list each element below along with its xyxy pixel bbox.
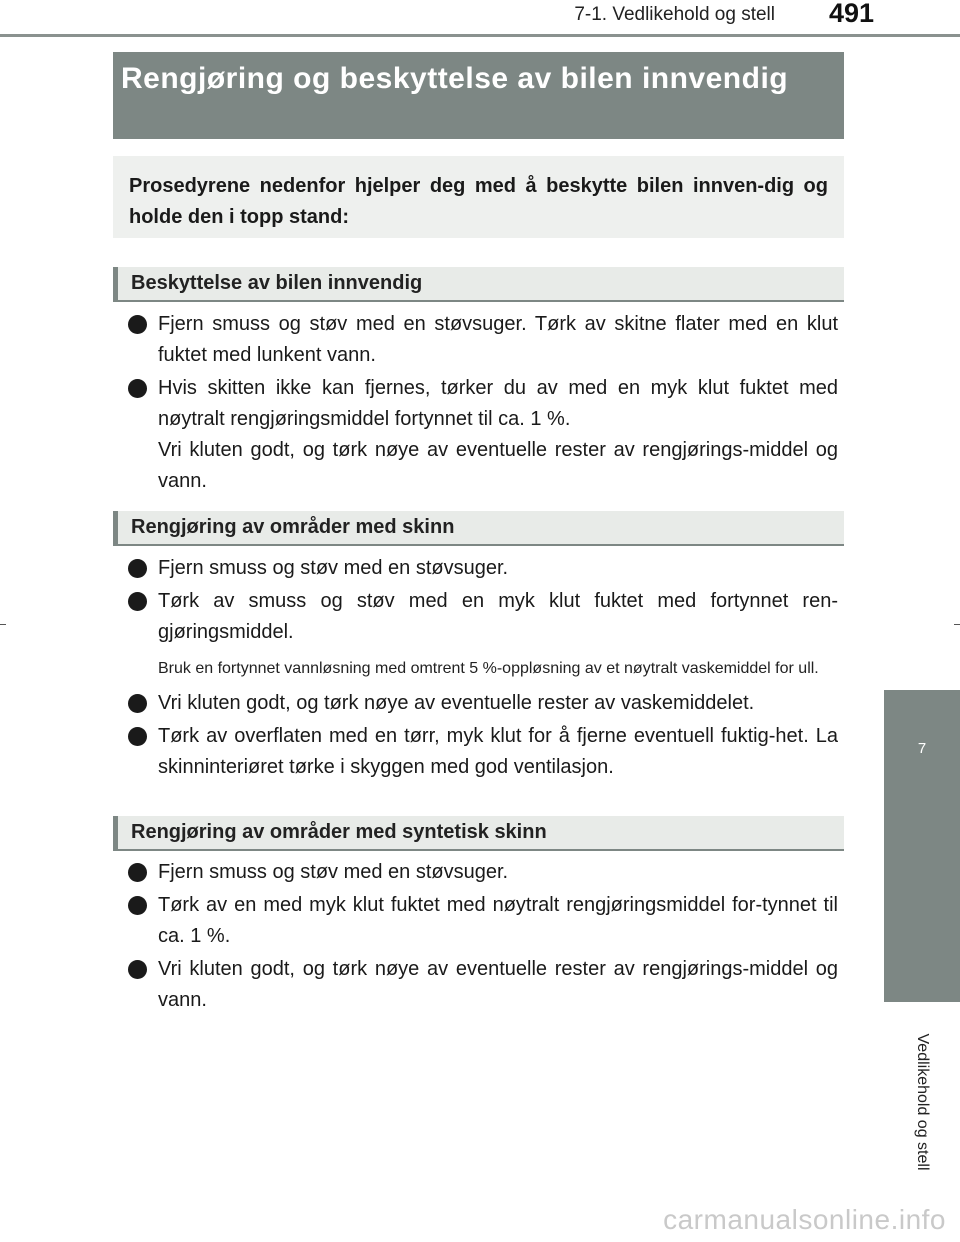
- bullet-icon: [128, 727, 147, 746]
- page-header: [0, 0, 960, 40]
- list-item: [128, 857, 838, 888]
- section-heading-leather: [113, 511, 844, 546]
- bullet-icon: [128, 960, 147, 979]
- section-heading-synthetic-leather: [113, 816, 844, 851]
- bullet-icon: [128, 315, 147, 334]
- list-item-text: Vri kluten godt, og tørk nøye av eventuelle rester av rengjørings-middel og vann.: [158, 958, 838, 1011]
- section-heading-text: Rengjøring av områder med syntetisk skinn: [131, 821, 547, 843]
- page-title-box: [113, 52, 844, 139]
- bullet-icon: [128, 694, 147, 713]
- chapter-number: 7: [917, 740, 927, 757]
- header-section-title: 7-1. Vedlikehold og stell: [574, 4, 775, 25]
- header-rule: [0, 34, 960, 37]
- chapter-tab: [884, 690, 960, 1002]
- bullet-icon: [128, 379, 147, 398]
- section-list-protection: [128, 309, 838, 499]
- list-item: [128, 890, 838, 952]
- list-item-text: Tørk av overflaten med en tørr, myk klut for å fjerne eventuell fuktig-het. La skinninteriøret tørke i skyggen med god ventilasjon.: [158, 725, 838, 778]
- intro-box: [113, 156, 844, 238]
- list-item: [128, 373, 838, 435]
- list-item-text: Vri kluten godt, og tørk nøye av eventuelle rester av vaskemiddelet.: [158, 692, 755, 714]
- list-item-text: Fjern smuss og støv med en støvsuger.: [158, 557, 509, 579]
- bullet-icon: [128, 863, 147, 882]
- list-item: [128, 721, 838, 783]
- list-item-text: Vri kluten godt, og tørk nøye av eventuelle rester av rengjørings-middel og vann.: [158, 439, 838, 492]
- list-item-text: Tørk av en med myk klut fuktet med nøytralt rengjøringsmiddel for-tynnet til ca. 1 %.: [158, 894, 838, 947]
- intro-text: Prosedyrene nedenfor hjelper deg med å beskytte bilen innven-dig og holde den i topp stand:: [129, 175, 828, 228]
- bullet-icon: [128, 592, 147, 611]
- watermark: carmanualsonline.info: [663, 1204, 946, 1235]
- list-item: [128, 586, 838, 648]
- page-number: 491: [828, 0, 874, 28]
- list-item: [128, 553, 838, 584]
- crop-mark-right: [954, 624, 960, 625]
- chapter-side-label: [884, 1008, 960, 1208]
- list-item-text: Fjern smuss og støv med en støvsuger.: [158, 861, 509, 883]
- list-note: Bruk en fortynnet vannløsning med omtrent 5 %-oppløsning av et nøytralt vaskemiddel for ull.: [158, 660, 819, 677]
- page-title: Rengjøring og beskyttelse av bilen innvendig: [121, 62, 789, 95]
- bullet-icon: [128, 559, 147, 578]
- section-list-synthetic-leather: [128, 857, 838, 1018]
- list-item-text: Hvis skitten ikke kan fjernes, tørker du av med en myk klut fuktet med nøytralt rengjøringsmiddel fortynnet til ca. 1 %.: [158, 377, 838, 430]
- list-item: [128, 954, 838, 1016]
- bullet-icon: [128, 896, 147, 915]
- list-item-continuation: [128, 435, 838, 497]
- list-item: [128, 309, 838, 371]
- chapter-label-text: Vedlikehold og stell: [914, 1033, 931, 1171]
- list-item-text: Fjern smuss og støv med en støvsuger. Tørk av skitne flater med en klut fuktet med lunkent vann.: [158, 313, 838, 366]
- section-list-leather: [128, 553, 838, 785]
- section-heading-text: Rengjøring av områder med skinn: [131, 516, 455, 538]
- list-item: [128, 688, 838, 719]
- section-heading-protection: [113, 267, 844, 302]
- list-item-text: Tørk av smuss og støv med en myk klut fuktet med fortynnet ren-gjøringsmiddel.: [158, 590, 838, 643]
- crop-mark-left: [0, 624, 6, 625]
- section-heading-text: Beskyttelse av bilen innvendig: [131, 272, 423, 294]
